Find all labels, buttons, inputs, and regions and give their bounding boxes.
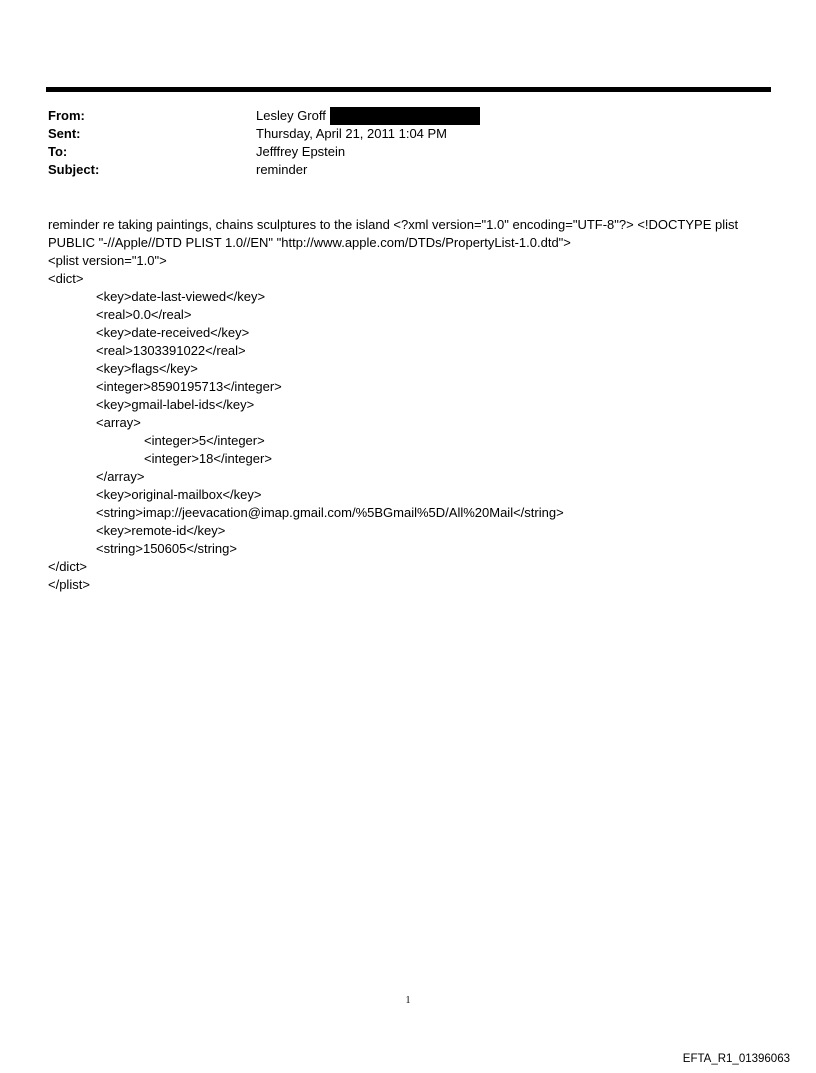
sent-row [48,125,768,143]
document-id: EFTA_R1_01396063 [682,1053,790,1065]
plist-line: <key>original-mailbox</key> [96,487,262,502]
plist-line: <key>remote-id</key> [96,523,226,538]
from-label: From: [48,108,85,123]
plist-line: <real>0.0</real> [96,307,192,322]
header-divider [46,87,771,92]
plist-line: <string>imap://jeevacation@imap.gmail.com/%5BGmail%5D/All%20Mail</string> [96,505,564,520]
from-value [256,107,768,125]
sender-name: Lesley Groff [256,108,326,123]
email-header [48,107,768,179]
sent-value: Thursday, April 21, 2011 1:04 PM [256,126,448,141]
plist-line: <integer>8590195713</integer> [96,379,282,394]
plist-line: </array> [96,469,145,484]
plist-line: </plist> [48,577,90,592]
plist-block [48,252,768,594]
to-label: To: [48,144,68,159]
subject-value: reminder [256,162,308,177]
plist-line: <integer>5</integer> [144,433,265,448]
plist-line: <key>date-received</key> [96,325,250,340]
plist-line: <key>date-last-viewed</key> [96,289,266,304]
body-paragraph: reminder re taking paintings, chains sculptures to the island <?xml version="1.0" encoding="UTF-8"?> <!DOCTYPE plist PUBLIC "-//Apple//DTD PLIST 1.0//EN" "http://www.apple.com/DTDs/PropertyList-1.0.dtd"> [48,217,739,250]
subject-row [48,161,768,179]
to-value: Jefffrey Epstein [256,144,346,159]
from-row [48,107,768,125]
redaction-block [330,107,480,125]
plist-line: <integer>18</integer> [144,451,272,466]
subject-label: Subject: [48,162,100,177]
page-number: 1 [405,995,411,1006]
email-body [48,216,768,252]
plist-line: </dict> [48,559,88,574]
plist-line: <array> [96,415,141,430]
sent-label: Sent: [48,126,81,141]
plist-line: <dict> [48,271,84,286]
plist-line: <key>flags</key> [96,361,198,376]
plist-line: <real>1303391022</real> [96,343,246,358]
plist-line: <string>150605</string> [96,541,237,556]
plist-line: <plist version="1.0"> [48,253,167,268]
plist-line: <key>gmail-label-ids</key> [96,397,255,412]
to-row [48,143,768,161]
